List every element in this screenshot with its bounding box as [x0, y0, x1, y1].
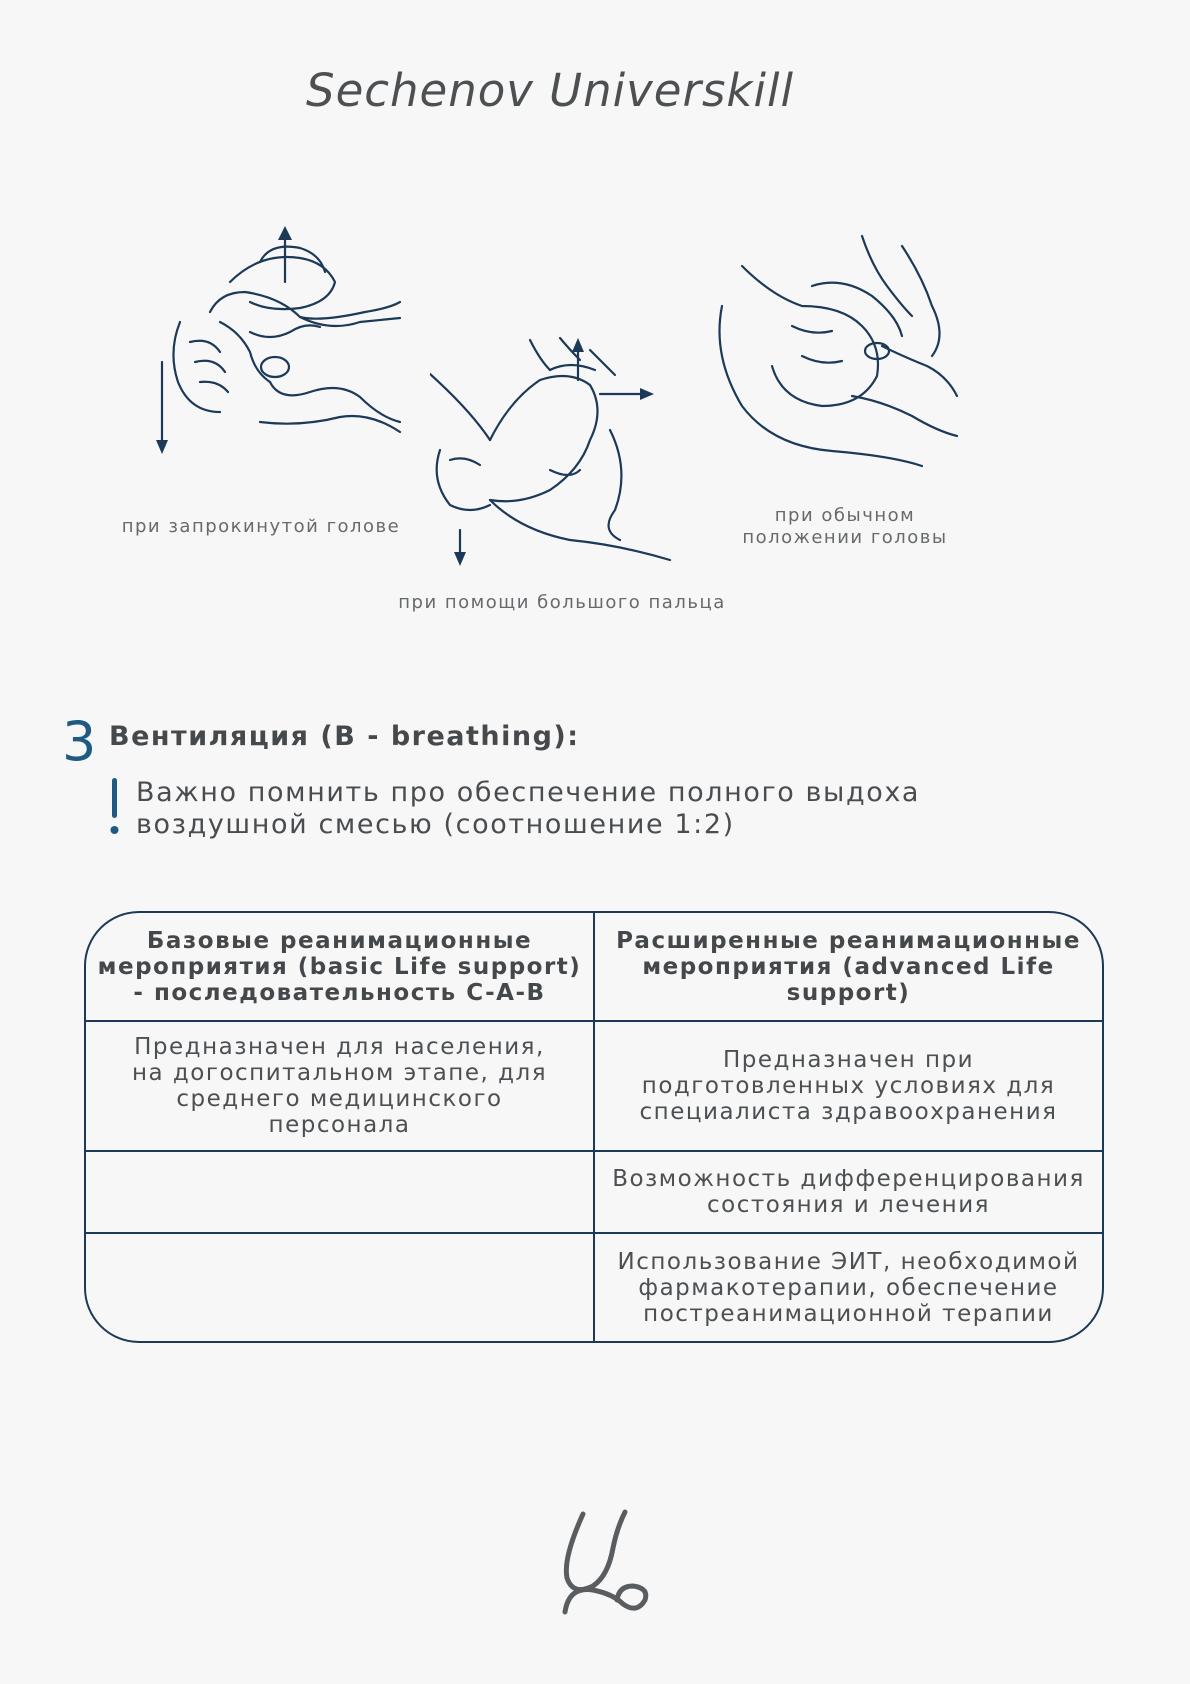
thumb-method-illustration: [430, 330, 690, 570]
table-row: [86, 1151, 1102, 1233]
cell-line: постреанимационной терапии: [643, 1300, 1054, 1327]
cell-line: подготовленных условиях для: [641, 1073, 1056, 1099]
caption-normal-line1: при обычном: [774, 505, 916, 526]
header-advanced-line3: support): [786, 979, 911, 1006]
cell-line: состояния и лечения: [707, 1192, 990, 1218]
universkill-logo-icon: [553, 1508, 653, 1620]
header-basic-life-support: [86, 913, 594, 1021]
header-advanced-line1: Расширенные реанимационные: [616, 927, 1081, 954]
table-row: [86, 1233, 1102, 1341]
cell-line: Предназначен при: [722, 1047, 975, 1073]
cell-line: Использование ЭИТ, необходимой: [617, 1248, 1080, 1275]
caption-normal-line2: положении головы: [742, 527, 948, 548]
caption-thumb: при помощи большого пальца: [398, 592, 726, 613]
table-cell-basic: [86, 1021, 594, 1151]
section-title: Вентиляция (B - breathing):: [109, 721, 580, 752]
normal-position-illustration: [712, 226, 962, 476]
table-cell-basic: [86, 1151, 594, 1233]
comparison-table: [84, 911, 1104, 1343]
note-line-2: воздушной смесью (соотношение 1:2): [136, 809, 735, 840]
header-basic-line3: - последовательность C-A-B: [133, 979, 546, 1006]
note-line-1: Важно помнить про обеспечение полного выдоха: [136, 777, 921, 808]
table-cell-advanced: [594, 1021, 1102, 1151]
table-cell-basic: [86, 1233, 594, 1341]
document-title: Sechenov Universkill: [306, 64, 794, 117]
header-advanced-life-support: [594, 913, 1102, 1021]
table-row: [86, 1021, 1102, 1151]
header-advanced-line2: мероприятия (advanced Life: [642, 953, 1055, 980]
important-note: [136, 777, 1036, 841]
table-cell-advanced: [594, 1151, 1102, 1233]
cell-line: персонала: [268, 1112, 411, 1138]
head-tilt-illustration: [150, 222, 410, 472]
caption-normal-position: [720, 505, 970, 549]
cell-line: на догоспитальном этапе, для: [131, 1060, 548, 1086]
table-header-row: [86, 913, 1102, 1021]
cell-line: среднего медицинского: [176, 1086, 503, 1112]
header-basic-line1: Базовые реанимационные: [146, 927, 533, 954]
header-basic-line2: мероприятия (basic Life support): [97, 953, 582, 980]
caption-head-tilt: при запрокинутой голове: [121, 516, 401, 537]
table-cell-advanced: [594, 1233, 1102, 1341]
cell-line: Возможность дифференцирования: [612, 1166, 1085, 1192]
exclamation-icon: [110, 778, 119, 836]
cell-line: специалиста здравоохранения: [639, 1099, 1058, 1125]
cell-line: Предназначен для населения,: [134, 1034, 545, 1060]
step-number: 3: [62, 710, 97, 773]
cell-line: фармакотерапии, обеспечение: [638, 1274, 1059, 1301]
